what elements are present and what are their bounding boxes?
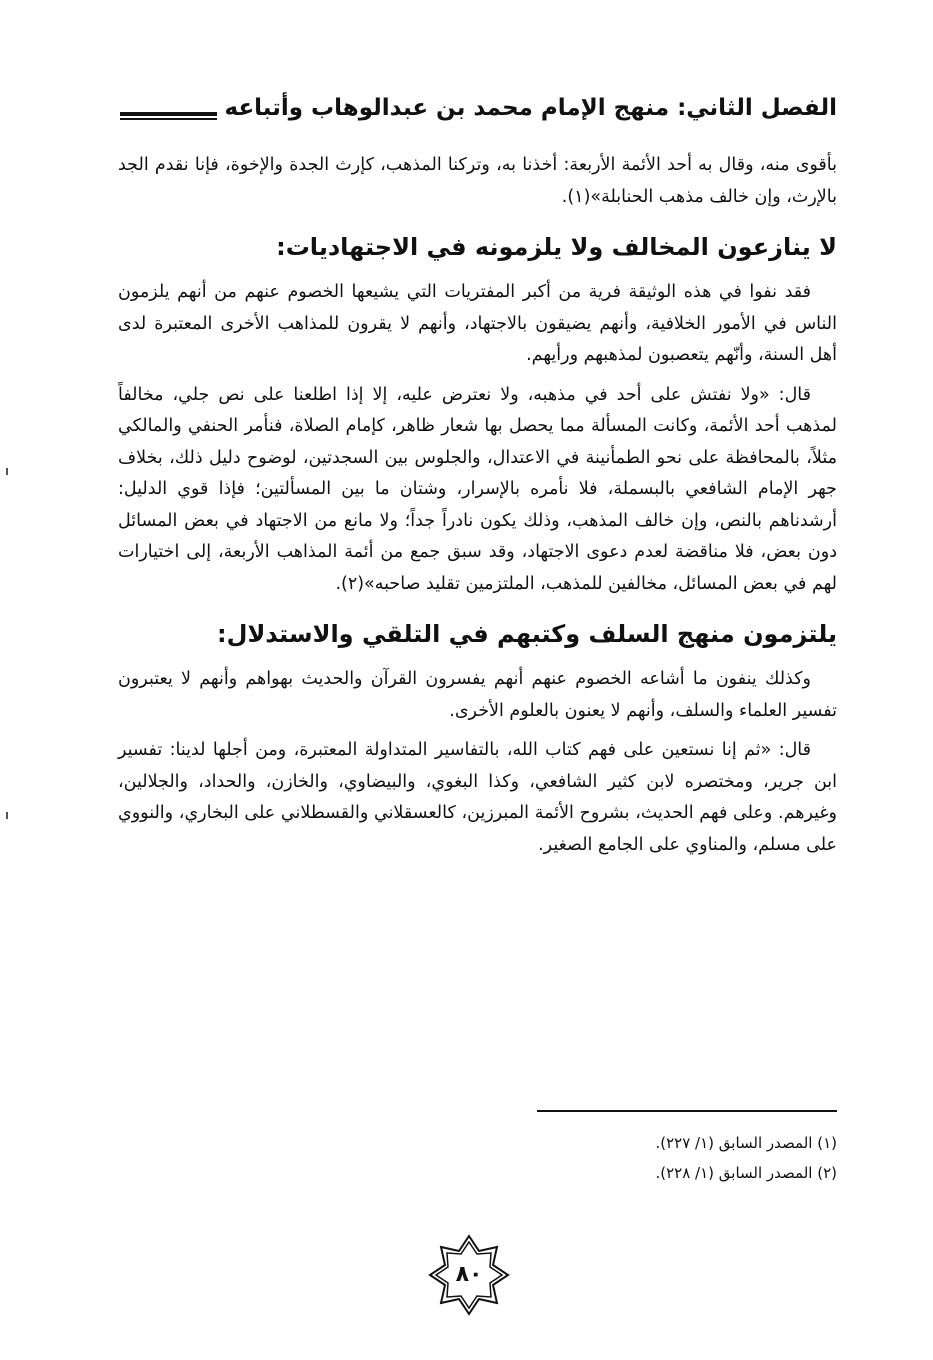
footnotes (118, 1110, 837, 1188)
scan-edge-mark (6, 468, 8, 475)
paragraph: قال: «ثم إنا نستعين على فهم كتاب الله، بالتفاسير المتداولة المعتبرة، ومن أجلها لدينا: تفسير ابن جرير، ومختصره لابن كثير الشافعي، وكذا البغوي، والبيضاوي، والخازن، والحداد، والجلالين، وغيرهم. وعلى فهم الحديث، بشروح الأئمة المبرزين، كالعسقلاني والقسطلاني على البخاري، والنووي على مسلم، والمناوي على الجامع الصغير. (118, 740, 837, 855)
section-heading: لا ينازعون المخالف ولا يلزمونه في الاجتهاديات: (276, 233, 837, 261)
footnote-item: (٢) المصدر السابق (١/ ٢٢٨). (655, 1164, 837, 1182)
running-header (120, 86, 837, 130)
footnote-rule (537, 1110, 837, 1112)
body-text (118, 150, 837, 869)
chapter-title: الفصل الثاني: منهج الإمام محمد بن عبدالوهاب وأتباعه (224, 95, 837, 121)
paragraph: فقد نفوا في هذه الوثيقة فرية من أكبر المفتريات التي يشيعها الخصوم عنهم من أنهم يلزمون الناس في الأمور الخلافية، وأنهم يضيقون بالاجتهاد، وأنهم لا يقرون للمذاهب الأخرى المعتبرة لدى أهل السنة، وأنّهم يتعصبون لمذهبهم ورأيهم. (118, 282, 837, 365)
scan-edge-mark (6, 812, 8, 819)
section-heading: يلتزمون منهج السلف وكتبهم في التلقي والاستدلال: (217, 620, 837, 648)
page-number-ornament (426, 1232, 512, 1318)
header-rule (120, 112, 217, 120)
paragraph: وكذلك ينفون ما أشاعه الخصوم عنهم أنهم يفسرون القرآن والحديث بهواهم وأنهم لا يعتبرون تفسير العلماء والسلف، وأنهم لا يعنون بالعلوم الأخرى. (118, 669, 837, 721)
paragraph: بأقوى منه، وقال به أحد الأئمة الأربعة: أخذنا به، وتركنا المذهب، كإرث الجدة والإخوة، فإنا نقدم الجد بالإرث، وإن خالف مذهب الحنابلة»(١). (118, 155, 837, 207)
page-number: ٨٠ (455, 1262, 483, 1287)
paragraph: قال: «ولا نفتش على أحد في مذهبه، ولا نعترض عليه، إلا إذا اطلعنا على نص جلي، مخالفاً لمذهب أحد الأئمة، وكانت المسألة مما يحصل بها شعار ظاهر، كإمام الصلاة، فنأمر الحنفي والمالكي مثلاً، بالمحافظة على نحو الطمأنينة في الاعتدال، والجلوس بين السجدتين، لوضوح دليل ذلك، بخلاف جهر الإمام الشافعي بالبسملة، فلا نأمره بالإسرار، وشتان ما بين المسألتين؛ فإذا قوي الدليل: أرشدناهم بالنص، وإن خالف المذهب، وذلك يكون نادراً جداً؛ ولا مانع من الاجتهاد في بعض المسائل دون بعض، فلا مناقضة لعدم دعوى الاجتهاد، وقد سبق جمع من أئمة المذاهب الأربعة، إلى اختيارات لهم في بعض المسائل، مخالفين للمذهب، الملتزمين تقليد صاحبه»(٢). (118, 384, 837, 594)
footnote-item: (١) المصدر السابق (١/ ٢٢٧). (655, 1134, 837, 1152)
